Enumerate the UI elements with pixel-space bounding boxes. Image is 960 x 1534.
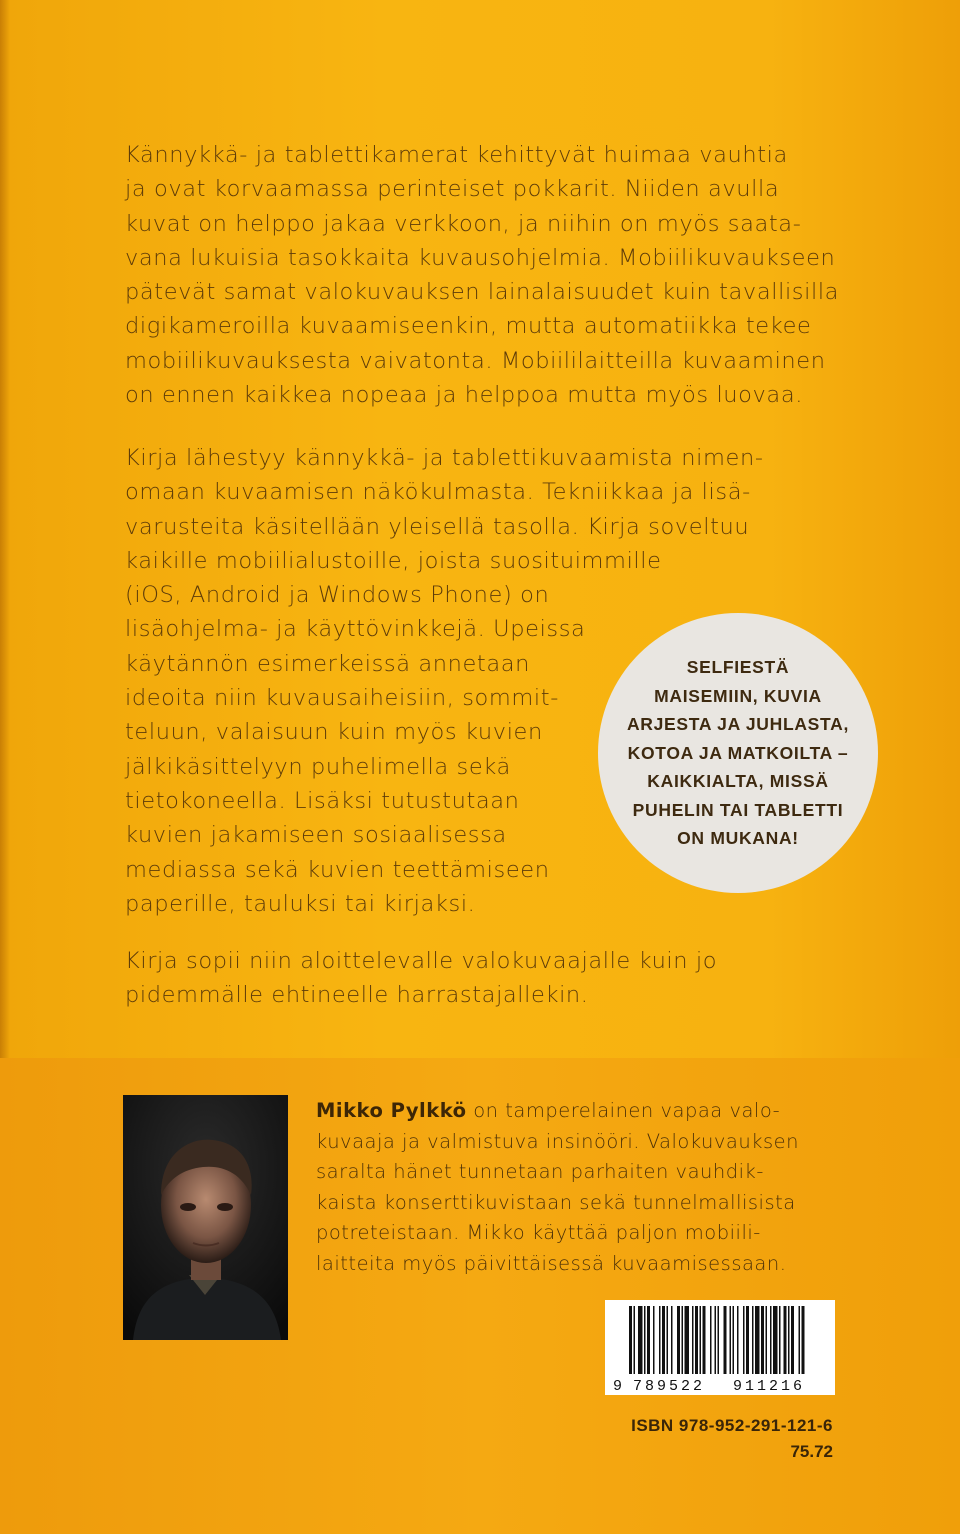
barcode-bar — [755, 1306, 760, 1374]
barcode-bar — [659, 1306, 661, 1374]
barcode-bar — [743, 1306, 745, 1374]
author-photo — [123, 1095, 288, 1340]
barcode-bar — [766, 1306, 768, 1374]
barcode-bar — [733, 1306, 735, 1374]
price-code: 75.72 — [790, 1442, 833, 1461]
barcode-bar — [629, 1306, 632, 1374]
blurb-paragraph-3: Kirja sopii niin aloittelevalle valokuvaajalle kuin jo pidemmälle ehtineelle harrastajallekin. — [125, 948, 718, 1009]
barcode-bar — [791, 1306, 794, 1374]
author-bio-first-line: on tamperelainen vapaa valo- — [466, 1099, 781, 1122]
barcode-bar — [677, 1306, 680, 1374]
barcode-bar — [784, 1306, 787, 1374]
barcode-bar — [770, 1306, 772, 1374]
author-portrait-image — [123, 1095, 288, 1340]
barcode-bar — [737, 1306, 739, 1374]
barcode-bar — [634, 1306, 636, 1374]
barcode-bar — [647, 1306, 650, 1374]
barcode-bar — [752, 1306, 754, 1374]
barcode-bar — [746, 1306, 749, 1374]
barcode-bar — [638, 1306, 643, 1374]
barcode-bar — [682, 1306, 684, 1374]
author-bio — [316, 1096, 799, 1279]
barcode-bar — [761, 1306, 764, 1374]
barcode-bar — [802, 1306, 805, 1374]
barcode-bar — [644, 1306, 646, 1374]
barcode-bar — [730, 1306, 732, 1374]
barcode-digits-right: 911216 — [733, 1378, 806, 1395]
barcode-digit-lead: 9 — [613, 1378, 623, 1395]
barcode-bar — [695, 1306, 698, 1374]
barcode-bar — [692, 1306, 694, 1374]
barcode-bar — [671, 1306, 673, 1374]
barcode-bar — [779, 1306, 781, 1374]
barcode-bars — [605, 1300, 835, 1395]
author-bio-rest: kuvaaja ja valmistuva insinööri. Valokuvauksen saralta hänet tunnetaan parhaiten vauhdik- kaista konserttikuvistaan sekä tunnelmallisista potreteistaan. Mikko käyttää paljon mobiili- laitteita myös päivittäisessä kuvaamisessaan. — [316, 1129, 800, 1275]
barcode-bar — [799, 1306, 801, 1374]
barcode-bar — [662, 1306, 665, 1374]
barcode-bar — [653, 1306, 655, 1374]
barcode — [605, 1300, 835, 1395]
blurb-paragraph-1: Kännykkä- ja tablettikamerat kehittyvät huimaa vauhtia ja ovat korvaamassa perinteiset pokkarit. Niiden avulla kuvat on helppo jakaa verkkoon, ja niihin on myös saata- vana lukuisia tasokkaita kuvausohjelmia. Mobiilikuvaukseen pätevät samat valokuvauksen lainalaisuudet kuin tavallisilla digikameroilla kuvaamiseenkin, mutta automatiikka tekee mobiilikuvauksesta vaivatonta. Mobiililaitteilla kuvaaminen on ennen kaikkea nopeaa ja helppoa mutta myös luovaa. — [125, 142, 840, 409]
barcode-bar — [685, 1306, 690, 1374]
barcode-bar — [710, 1306, 712, 1374]
badge-circle — [598, 613, 878, 893]
author-name: Mikko Pylkkö — [316, 1099, 467, 1122]
badge-text: SELFIESTÄ MAISEMIIN, KUVIA ARJESTA JA JUHLASTA, KOTOA JA MATKOILTA – KAIKKIALTA, MISSÄ PUHELIN TAI TABLETTI ON MUKANA! — [626, 657, 850, 849]
barcode-bar — [703, 1306, 706, 1374]
barcode-bar — [788, 1306, 790, 1374]
isbn-number: ISBN 978-952-291-121-6 — [631, 1416, 833, 1435]
barcode-bar — [667, 1306, 669, 1374]
barcode-bar — [700, 1306, 702, 1374]
barcode-bar — [718, 1306, 720, 1374]
barcode-bar — [773, 1306, 778, 1374]
barcode-bar — [715, 1306, 717, 1374]
barcode-bar — [724, 1306, 727, 1374]
barcode-digits-left: 789522 — [633, 1378, 706, 1395]
blurb-paragraph-2: Kirja lähestyy kännykkä- ja tablettikuvaamista nimen- omaan kuvaamisen näkökulmasta. Tekniikkaa ja lisä- varusteita käsitellään yleisellä tasolla. Kirja soveltuu kaikille mobiilialustoille, joista suosituimmille (iOS, Android ja Windows Phone) on lisäohjelma- ja käyttövinkkejä. Upeissa käytännön esimerkeissä annetaan ideoita niin kuvausaiheisiin, sommit- teluun, valaisuun kuin myös kuvien jälkikäsittelyyn puhelimella sekä tietokoneella. Lisäksi tutustutaan kuvien jakamiseen sosiaalisessa mediassa sekä kuvien teettämiseen paperille, tauluksi tai kirjaksi. — [125, 445, 764, 917]
